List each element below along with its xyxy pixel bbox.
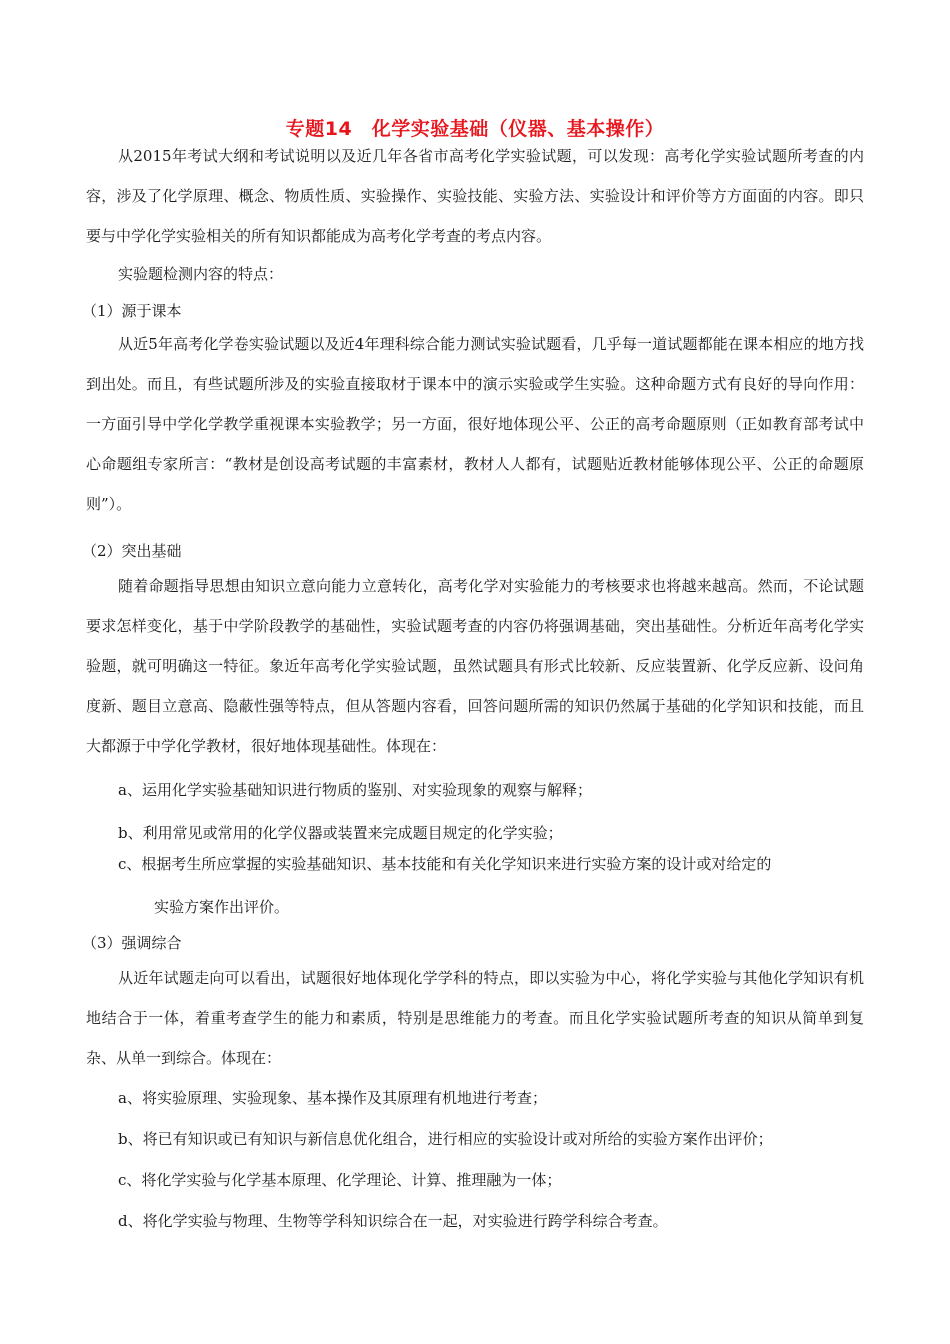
section-1-body: 从近5年高考化学卷实验试题以及近4年理科综合能力测试实验试题看，几乎每一道试题都能在课本相应的地方找到出处。而且，有些试题所涉及的实验直接取材于课本中的演示实验或学生实验。这种命题方式有良好的导向作用：一方面引导中学化学教学重视课本实验教学；另一方面，很好地体现公平、公正的高考命题原则（正如教育部考试中心命题组专家所言：“教材是创设高考试题的丰富素材，教材人人都有，试题贴近教材能够体现公平、公正的命题原则”）。	[86, 335, 864, 513]
intro-paragraph: 从2015年考试大纲和考试说明以及近几年各省市高考化学实验试题，可以发现：高考化学实验试题所考查的内容，涉及了化学原理、概念、物质性质、实验操作、实验技能、实验方法、实验设计和评价等方方面面的内容。即只要与中学化学实验相关的所有知识都能成为高考化学考查的考点内容。	[86, 147, 864, 245]
section-3-item-a: a、将实验原理、实验现象、基本操作及其原理有机地进行考查；	[118, 1089, 547, 1107]
section-2-body: 随着命题指导思想由知识立意向能力立意转化，高考化学对实验能力的考核要求也将越来越高。然而，不论试题要求怎样变化，基于中学阶段教学的基础性，实验试题考查的内容仍将强调基础，突出基础性。分析近年高考化学实验题，就可明确这一特征。象近年高考化学实验试题，虽然试题具有形式比较新、反应装置新、化学反应新、设问角度新、题目立意高、隐蔽性强等特点，但从答题内容看，回答问题所需的知识仍然属于基础的化学知识和技能，而且大都源于中学化学教材，很好地体现基础性。体现在：	[86, 577, 864, 755]
section-2-item-c	[118, 843, 864, 929]
section-3-item-d: d、将化学实验与物理、生物等学科知识综合在一起，对实验进行跨学科综合考查。	[118, 1212, 668, 1230]
section-2-item-c-line2: 实验方案作出评价。	[154, 898, 290, 916]
section-2-item-c-line1: c、根据考生所应掌握的实验基础知识、基本技能和有关化学知识来进行实验方案的设计或对给定的	[118, 855, 772, 873]
section-3-item-b: b、将已有知识或已有知识与新信息优化组合，进行相应的实验设计或对所给的实验方案作出评价；	[118, 1130, 773, 1148]
section-3-heading: （3）强调综合	[82, 934, 182, 952]
section-3-item-c: c、将化学实验与化学基本原理、化学理论、计算、推理融为一体；	[118, 1171, 562, 1189]
section-1-heading: （1）源于课本	[82, 302, 182, 320]
document-title: 专题14 化学实验基础（仪器、基本操作）	[285, 118, 665, 140]
section-2-item-b: b、利用常见或常用的化学仪器或装置来完成题目规定的化学实验；	[118, 824, 563, 842]
features-heading: 实验题检测内容的特点：	[118, 265, 284, 283]
section-2-heading: （2）突出基础	[82, 542, 182, 560]
section-3-body: 从近年试题走向可以看出，试题很好地体现化学学科的特点，即以实验为中心，将化学实验与其他化学知识有机地结合于一体，着重考查学生的能力和素质，特别是思维能力的考查。而且化学实验试题所考查的知识从简单到复杂、从单一到综合。体现在：	[86, 969, 864, 1067]
section-2-item-a: a、运用化学实验基础知识进行物质的鉴别、对实验现象的观察与解释；	[118, 781, 592, 799]
